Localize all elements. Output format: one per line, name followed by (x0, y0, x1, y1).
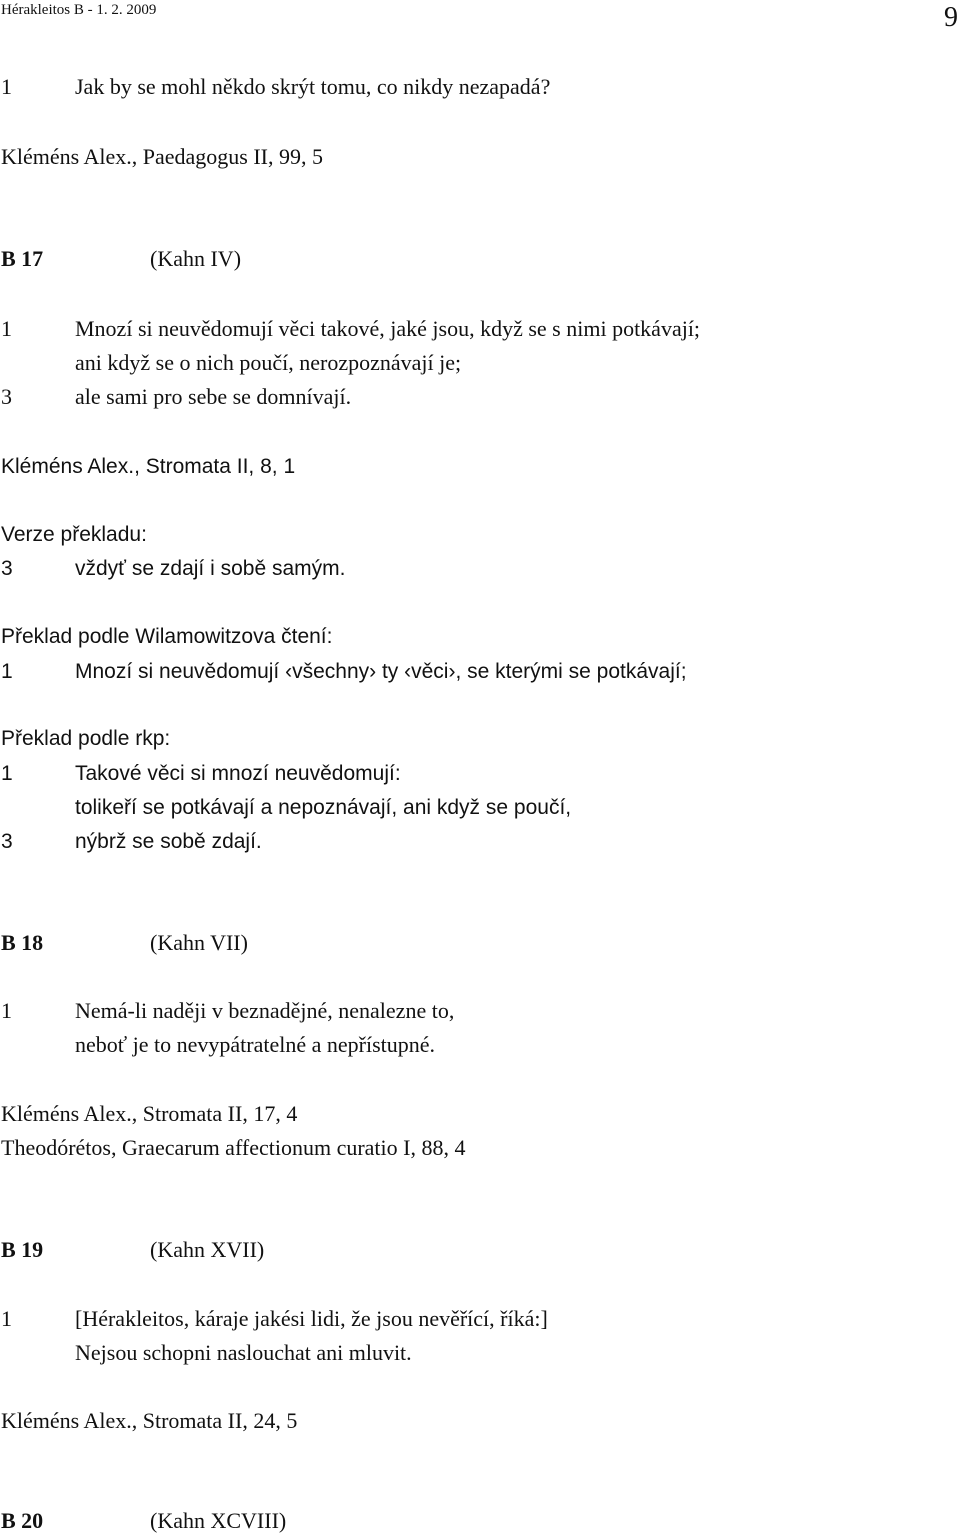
variant-line: vždyť se zdají i sobě samým. (75, 557, 346, 580)
rkp-line: tolikeří se potkávají a nepoznávají, ani když se poučí, (75, 796, 572, 819)
line-number: 1 (1, 74, 12, 99)
fragment-id: B 19 (1, 1237, 44, 1262)
source-citation: Kléméns Alex., Paedagogus II, 99, 5 (1, 144, 323, 169)
source-citation: Kléméns Alex., Stromata II, 24, 5 (1, 1408, 298, 1433)
rkp-heading: Překlad podle rkp: (1, 727, 171, 750)
source-citation: Kléméns Alex., Stromata II, 8, 1 (1, 455, 296, 478)
line-number: 3 (1, 830, 13, 853)
kahn-reference: (Kahn XCVIII) (150, 1508, 287, 1533)
line-number: 1 (1, 998, 12, 1023)
fragment-line: [Hérakleitos, káraje jakési lidi, že jsou nevěřící, říká:] (75, 1306, 548, 1331)
fragment-line: Nejsou schopni naslouchat ani mluvit. (75, 1340, 412, 1365)
running-header: Hérakleitos B - 1. 2. 2009 (1, 2, 157, 18)
fragment-line: neboť je to nevypátratelné a nepřístupné. (75, 1032, 436, 1057)
line-number: 1 (1, 1306, 12, 1331)
rkp-line: Takové věci si mnozí neuvědomují: (75, 762, 401, 785)
source-citation: Kléméns Alex., Stromata II, 17, 4 (1, 1101, 298, 1126)
rkp-line: nýbrž se sobě zdají. (75, 830, 262, 853)
line-number: 3 (1, 384, 12, 409)
fragment-line: ani když se o nich poučí, nerozpoznávají je; (75, 350, 462, 375)
source-citation: Theodórétos, Graecarum affectionum curatio I, 88, 4 (1, 1135, 466, 1160)
line-number: 1 (1, 660, 13, 683)
fragment-line: Jak by se mohl někdo skrýt tomu, co nikdy nezapadá? (75, 74, 551, 99)
variant-heading: Verze překladu: (1, 523, 147, 546)
kahn-reference: (Kahn XVII) (150, 1237, 265, 1262)
line-number: 3 (1, 557, 13, 580)
fragment-line: Mnozí si neuvědomují věci takové, jaké jsou, když se s nimi potkávají; (75, 316, 701, 341)
line-number: 1 (1, 316, 12, 341)
kahn-reference: (Kahn VII) (150, 930, 248, 955)
kahn-reference: (Kahn IV) (150, 246, 242, 271)
wilamowitz-heading: Překlad podle Wilamowitzova čtení: (1, 625, 333, 648)
fragment-id: B 17 (1, 246, 44, 271)
fragment-line: Nemá-li naději v beznadějné, nenalezne to, (75, 998, 455, 1023)
line-number: 1 (1, 762, 13, 785)
fragment-id: B 18 (1, 930, 44, 955)
fragment-id: B 20 (1, 1508, 44, 1533)
page-number: 9 (944, 2, 958, 33)
wilamowitz-line: Mnozí si neuvědomují ‹všechny› ty ‹věci›, se kterými se potkávají; (75, 660, 687, 683)
fragment-line: ale sami pro sebe se domnívají. (75, 384, 352, 409)
